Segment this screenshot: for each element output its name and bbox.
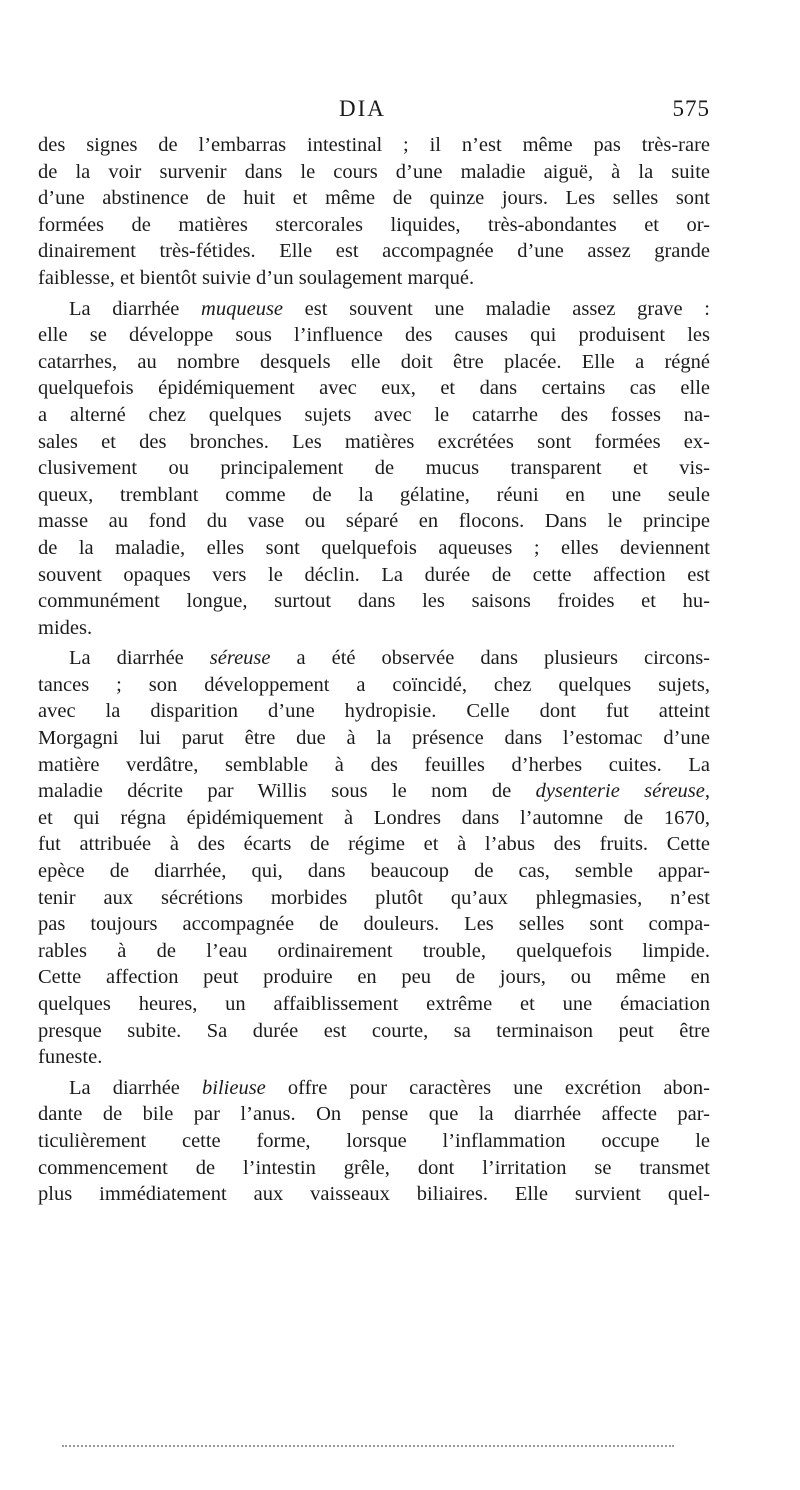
footer-dotted-rule (62, 1445, 674, 1447)
text-line: plus immédiatement aux vaisseaux biliaires. Elle survient quel- (38, 1183, 710, 1206)
text-line: sales et des bronches. Les matières excrétées sont formées ex- (38, 430, 710, 453)
text-line: funeste. (38, 1046, 103, 1069)
text-line: catarrhes, au nombre desquels elle doit être placée. Elle a régné (38, 350, 710, 373)
text-line: avec la disparition d’une hydropisie. Celle dont fut atteint (38, 700, 710, 723)
text-line: quelques heures, un affaiblissement extrême et une émaciation (38, 993, 710, 1015)
text-line: a alterné chez quelques sujets avec le catarrhe des fosses na- (38, 403, 710, 426)
paragraph (38, 132, 710, 292)
text-line: Cette affection peut produire en peu de jours, ou même en (38, 966, 710, 989)
text-line: communément longue, surtout dans les saisons froides et hu- (38, 590, 710, 613)
text-line: epèce de diarrhée, qui, dans beaucoup de cas, semble appar- (38, 860, 710, 883)
text-line: commencement de l’intestin grêle, dont l’irritation se transmet (38, 1156, 710, 1179)
text-line: La diarrhée bilieuse offre pour caractères une excrétion abon- (69, 1076, 710, 1099)
running-title: DIA (339, 96, 386, 121)
text-line: de la voir survenir dans le cours d’une maladie aiguë, à la suite (38, 160, 710, 183)
paragraph (38, 296, 710, 642)
body-text (38, 132, 710, 1212)
text-line: de la maladie, elles sont quelquefois aqueuses ; elles deviennent (38, 536, 710, 559)
text-line: Morgagni lui parut être due à la présence dans l’estomac d’une (38, 727, 710, 750)
text-line: mides. (38, 616, 93, 639)
paragraph (38, 645, 710, 1071)
text-line: dante de bile par l’anus. On pense que la diarrhée affecte par- (38, 1103, 710, 1126)
text-line: souvent opaques vers le déclin. La durée de cette affection est (38, 563, 710, 586)
paragraph (38, 1075, 710, 1208)
text-line: presque subite. Sa durée est courte, sa terminaison peut être (38, 1019, 710, 1042)
page-header (38, 96, 710, 126)
text-line: masse au fond du vase ou séparé en flocons. Dans le principe (38, 510, 710, 533)
text-line: elle se développe sous l’influence des causes qui produisent les (38, 324, 710, 347)
text-line: des signes de l’embarras intestinal ; il n’est même pas très-rare (38, 134, 710, 156)
text-line: ticulièrement cette forme, lorsque l’inflammation occupe le (38, 1129, 710, 1152)
text-line: quelquefois épidémiquement avec eux, et dans certains cas elle (38, 377, 710, 400)
text-line: La diarrhée muqueuse est souvent une maladie assez grave : (69, 297, 710, 320)
text-line: rables à de l’eau ordinairement trouble, quelquefois limpide. (38, 939, 710, 962)
text-line: et qui régna épidémiquement à Londres dans l’automne de 1670, (38, 806, 710, 829)
text-line: La diarrhée séreuse a été observée dans plusieurs circons- (69, 647, 710, 670)
text-line: d’une abstinence de huit et même de quinze jours. Les selles sont (38, 187, 710, 210)
text-line: dinairement très-fétides. Elle est accompagnée d’une assez grande (38, 240, 710, 263)
text-line: formées de matières stercorales liquides, très-abondantes et or- (38, 213, 710, 236)
text-line: matière verdâtre, semblable à des feuilles d’herbes cuites. La (38, 753, 710, 776)
text-line: tances ; son développement a coïncidé, chez quelques sujets, (38, 673, 710, 696)
text-line: clusivement ou principalement de mucus transparent et vis- (38, 457, 710, 480)
text-line: maladie décrite par Willis sous le nom de dysenterie séreuse, (38, 780, 710, 803)
text-line: pas toujours accompagnée de douleurs. Les selles sont compa- (38, 913, 710, 936)
text-line: queux, tremblant comme de la gélatine, réuni en une seule (38, 483, 710, 506)
page-number: 575 (672, 96, 710, 121)
text-line: fut attribuée à des écarts de régime et à l’abus des fruits. Cette (38, 833, 710, 856)
text-line: faiblesse, et bientôt suivie d’un soulagement marqué. (38, 266, 475, 289)
text-line: tenir aux sécrétions morbides plutôt qu’aux phlegmasies, n’est (38, 886, 710, 909)
